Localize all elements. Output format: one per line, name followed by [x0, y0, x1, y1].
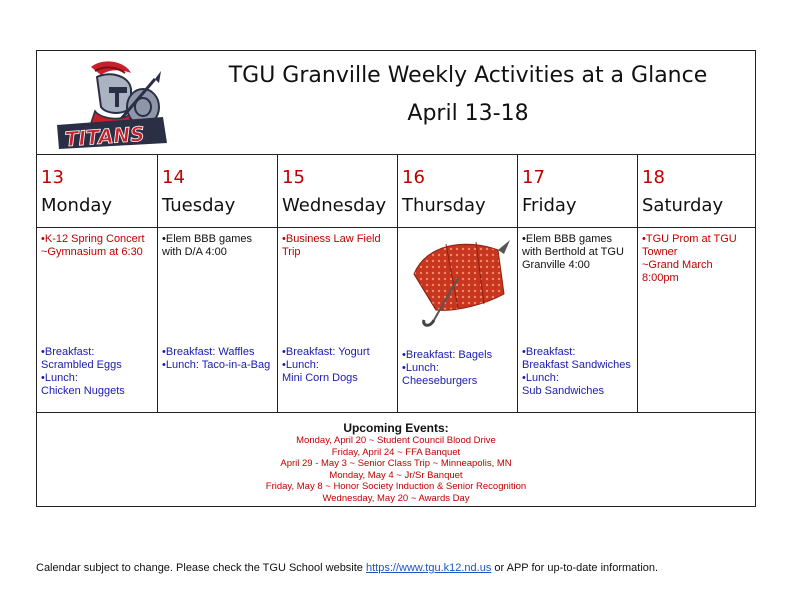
- upcoming-title: Upcoming Events:: [343, 421, 449, 435]
- day-column-thursday: [397, 155, 517, 412]
- day-body: [518, 228, 637, 412]
- day-meals: •Breakfast: Yogurt •Lunch: Mini Corn Dogs: [282, 346, 370, 384]
- upcoming-item: April 29 - May 3 ~ Senior Class Trip ~ Minneapolis, MN: [280, 458, 512, 470]
- week-days: [37, 155, 755, 413]
- day-name: Saturday: [642, 195, 724, 216]
- calendar-sheet: [36, 50, 756, 507]
- upcoming-item: Monday, April 20 ~ Student Council Blood Drive: [296, 435, 496, 446]
- day-number: 15: [282, 167, 305, 188]
- day-column-monday: [37, 155, 157, 412]
- day-name: Wednesday: [282, 195, 387, 216]
- page-title: TGU Granville Weekly Activities at a Glance: [228, 63, 708, 88]
- day-name: Tuesday: [162, 195, 236, 216]
- day-number: 18: [642, 167, 665, 188]
- day-body: [278, 228, 397, 412]
- day-header: [278, 155, 397, 228]
- day-header: [398, 155, 517, 228]
- day-body: [37, 228, 157, 412]
- day-event: •Elem BBB games with Berthold at TGU Granville 4:00: [522, 233, 624, 271]
- day-meals: •Breakfast: Breakfast Sandwiches •Lunch: Sub Sandwiches: [522, 346, 631, 397]
- day-number: 16: [402, 167, 425, 188]
- day-column-tuesday: [157, 155, 277, 412]
- day-name: Friday: [522, 195, 577, 216]
- upcoming-events: [37, 413, 755, 506]
- day-name: Monday: [41, 195, 113, 216]
- day-number: 14: [162, 167, 185, 188]
- day-meals: •Breakfast: Waffles •Lunch: Taco-in-a-Bag: [162, 346, 271, 371]
- titans-logo: [51, 59, 175, 151]
- day-event: •Business Law Field Trip: [282, 233, 381, 258]
- day-meals: •Breakfast: Bagels •Lunch: Cheeseburgers: [402, 349, 493, 387]
- footer-text-before: Calendar subject to change. Please check the TGU School website: [36, 562, 366, 574]
- calendar-header: [37, 51, 755, 155]
- footer-text-after: or APP for up-to-date information.: [491, 562, 659, 574]
- upcoming-item: Friday, May 8 ~ Honor Society Induction & Senior Recognition: [265, 481, 527, 493]
- day-header: [638, 155, 755, 228]
- day-event: •K-12 Spring Concert ~Gymnasium at 6:30: [41, 233, 145, 258]
- day-column-saturday: [637, 155, 755, 412]
- day-body: [398, 228, 517, 412]
- day-name: Thursday: [402, 195, 486, 216]
- day-header: [518, 155, 637, 228]
- day-event: •Elem BBB games with D/A 4:00: [162, 233, 253, 258]
- day-meals: •Breakfast: Scrambled Eggs •Lunch: Chicken Nuggets: [41, 346, 125, 397]
- upcoming-item: Wednesday, May 20 ~ Awards Day: [322, 492, 470, 504]
- page-subtitle: April 13-18: [407, 101, 529, 126]
- logo-wordmark: TITANS: [64, 121, 146, 151]
- day-column-friday: [517, 155, 637, 412]
- upcoming-item: Friday, April 24 ~ FFA Banquet: [331, 446, 461, 458]
- day-number: 17: [522, 167, 545, 188]
- day-body: [158, 228, 277, 412]
- day-header: [37, 155, 157, 228]
- school-website-link[interactable]: https://www.tgu.k12.nd.us: [365, 562, 492, 574]
- footer-note: [36, 562, 658, 574]
- umbrella-image: [406, 234, 512, 330]
- day-event: •TGU Prom at TGU Towner ~Grand March 8:00pm: [642, 233, 737, 284]
- day-body: [638, 228, 755, 412]
- day-header: [158, 155, 277, 228]
- day-column-wednesday: [277, 155, 397, 412]
- day-number: 13: [41, 167, 64, 188]
- upcoming-item: Monday, May 4 ~ Jr/Sr Banquet: [329, 469, 463, 481]
